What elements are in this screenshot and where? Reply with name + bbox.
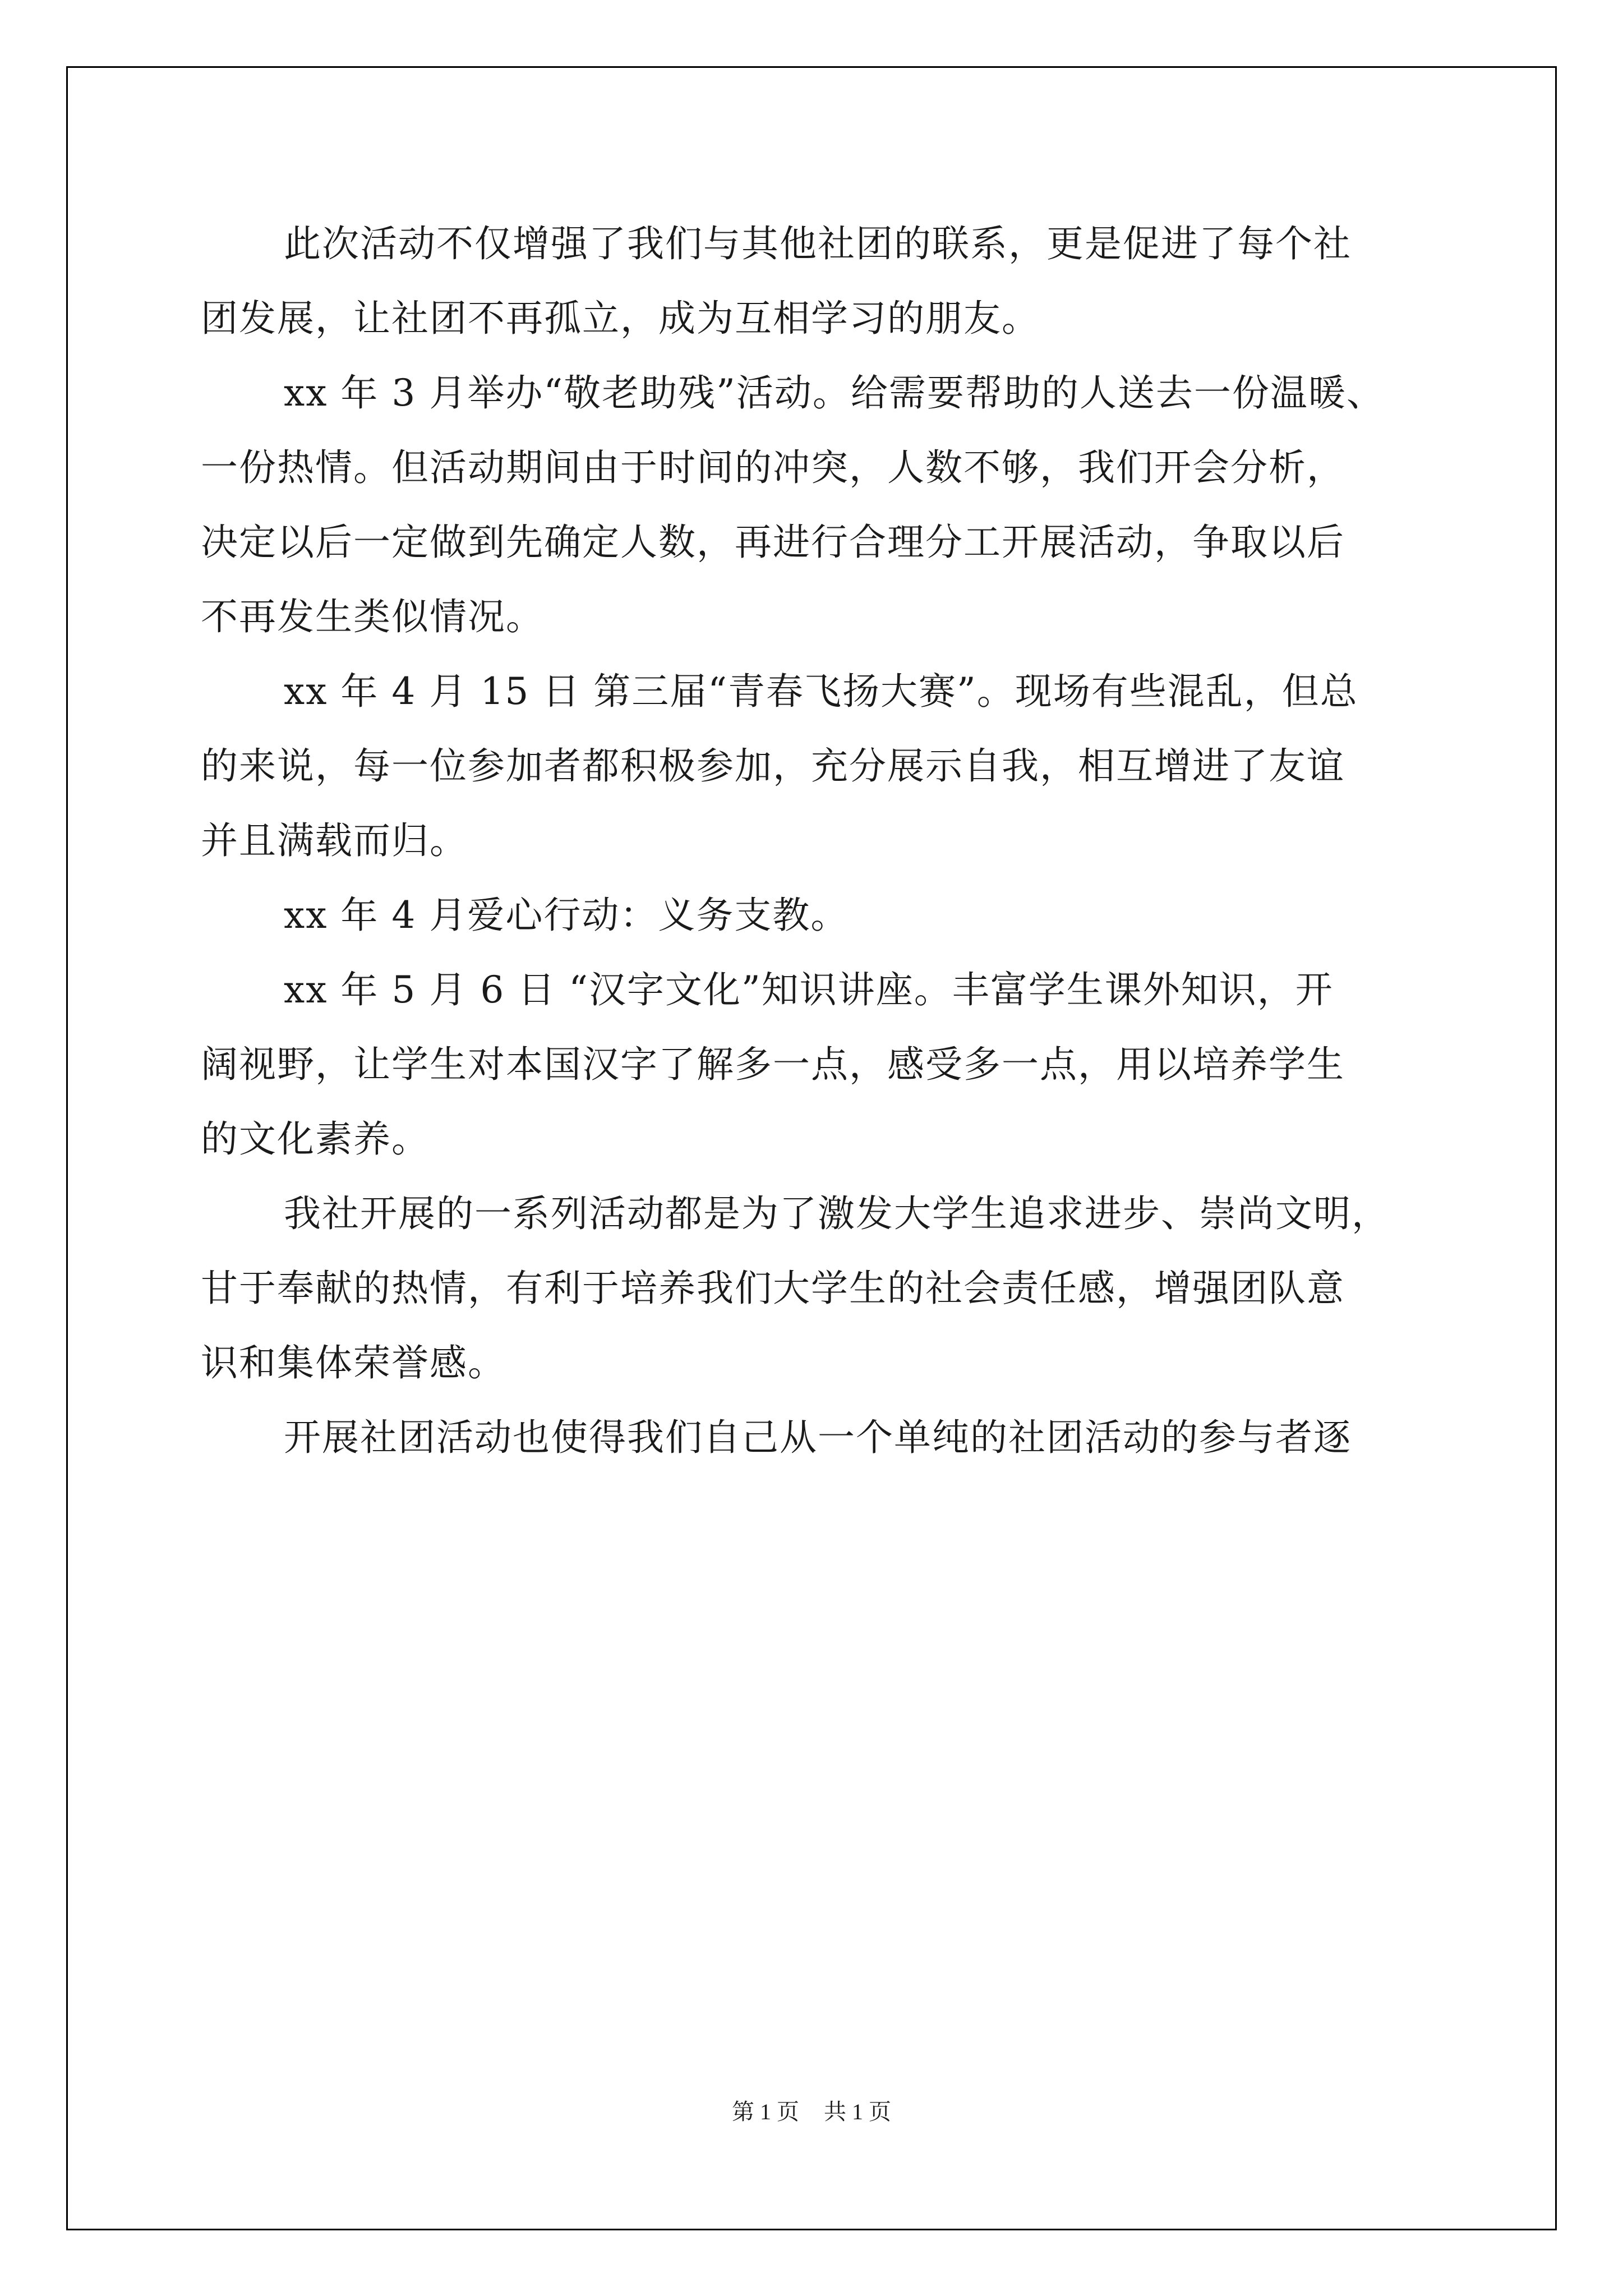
page-total: 共 1 页 bbox=[824, 2099, 891, 2124]
paragraph-line: 不再发生类似情况。 bbox=[201, 595, 544, 638]
paragraph-line: 阔视野，让学生对本国汉字了解多一点，感受多一点，用以培养学生 bbox=[201, 1043, 1345, 1086]
paragraph-line: xx 年 4 月爱心行动：义务支教。 bbox=[284, 894, 849, 937]
paragraph-line: 一份热情。但活动期间由于时间的冲突，人数不够，我们开会分析， bbox=[201, 446, 1345, 489]
paragraph-line: 我社开展的一系列活动都是为了激发大学生追求进步、崇尚文明， bbox=[284, 1192, 1390, 1235]
paragraph-line: 甘于奉献的热情，有利于培养我们大学生的社会责任感，增强团队意 bbox=[201, 1267, 1345, 1310]
paragraph-line: 并且满载而归。 bbox=[201, 819, 468, 862]
paragraph-line: xx 年 4 月 15 日 第三届“青春飞扬大赛”。现场有些混乱，但总 bbox=[284, 670, 1358, 713]
paragraph-line: 此次活动不仅增强了我们与其他社团的联系，更是促进了每个社 bbox=[284, 222, 1352, 265]
paragraph-line: 的文化素养。 bbox=[201, 1117, 430, 1161]
paragraph-line: 团发展，让社团不再孤立，成为互相学习的朋友。 bbox=[201, 297, 1040, 340]
page-footer bbox=[0, 2098, 1623, 2126]
paragraph-line: 决定以后一定做到先确定人数，再进行合理分工开展活动，争取以后 bbox=[201, 521, 1345, 564]
paragraph-line: xx 年 5 月 6 日 “汉字文化”知识讲座。丰富学生课外知识，开 bbox=[284, 968, 1334, 1011]
paragraph-line: 开展社团活动也使得我们自己从一个单纯的社团活动的参与者逐 bbox=[284, 1416, 1352, 1459]
page-number: 第 1 页 bbox=[732, 2099, 799, 2124]
paragraph-line: 识和集体荣誉感。 bbox=[201, 1341, 506, 1384]
paragraph-line: 的来说，每一位参加者都积极参加，充分展示自我，相互增进了友谊 bbox=[201, 744, 1345, 788]
paragraph-line: xx 年 3 月举办“敬老助残”活动。给需要帮助的人送去一份温暖、 bbox=[284, 371, 1385, 415]
